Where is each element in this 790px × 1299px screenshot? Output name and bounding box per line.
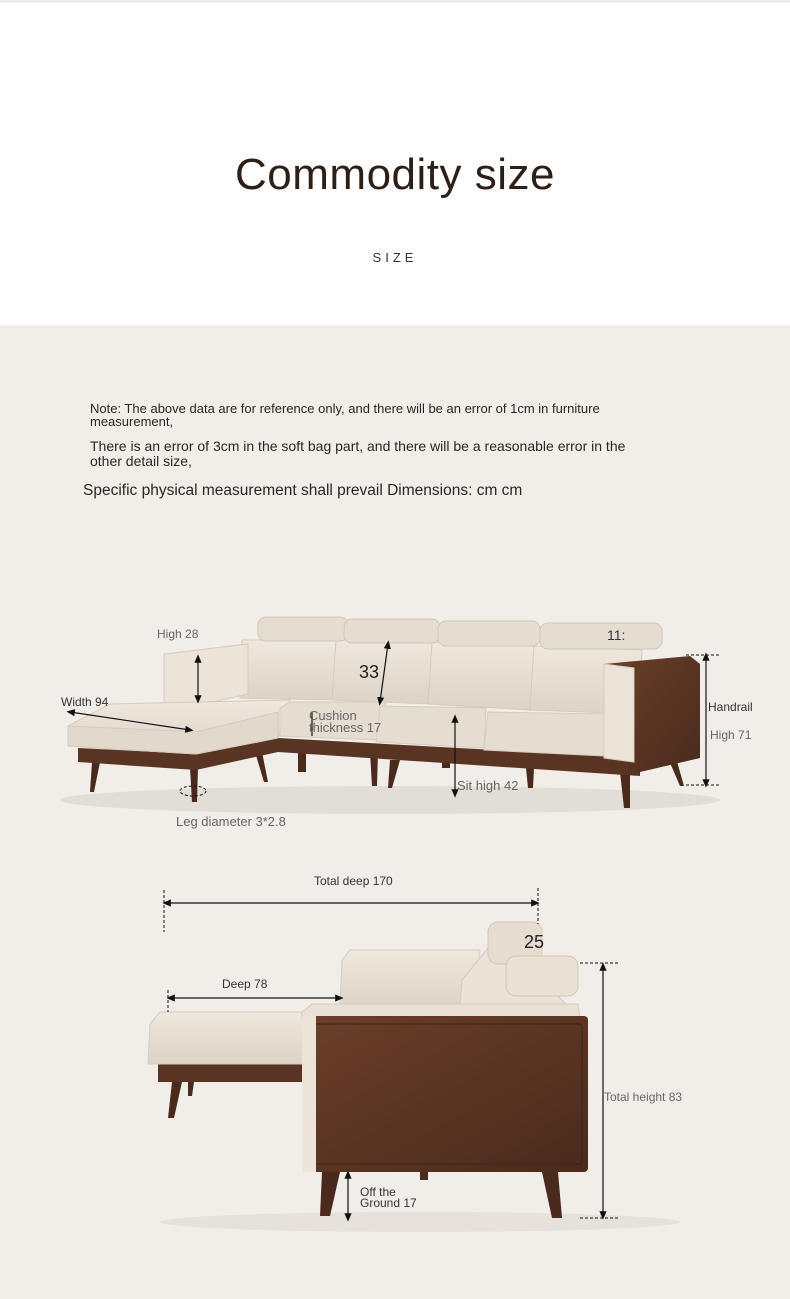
label-headrest-25: 25 bbox=[524, 932, 545, 952]
page-title: Commodity size bbox=[235, 150, 555, 199]
label-sit-high: Sit high 42 bbox=[457, 778, 519, 793]
label-off-ground: Off the Ground 17 bbox=[360, 1185, 417, 1210]
note-line-1: Note: The above data are for reference only, and there will be an error of 1cm in furniture measurement, bbox=[90, 401, 600, 429]
label-cushion-thickness: Cushion thickness 17 bbox=[309, 708, 382, 735]
page-subtitle: SIZE bbox=[372, 250, 418, 265]
label-width-94: Width 94 bbox=[61, 695, 109, 709]
label-deep-78: Deep 78 bbox=[222, 977, 268, 991]
label-high-71: High 71 bbox=[710, 728, 752, 742]
label-total-height: Total height 83 bbox=[604, 1090, 683, 1104]
label-headrest-33: 33 bbox=[359, 662, 380, 682]
note-line-3: Specific physical measurement shall prevail Dimensions: cm cm bbox=[83, 482, 523, 499]
note-line-2: There is an error of 3cm in the soft bag part, and there will be a reasonable error in the other detail size, bbox=[90, 438, 626, 469]
side-sofa bbox=[148, 888, 683, 1232]
label-handrail: Handrail bbox=[708, 700, 753, 714]
label-headrest-11: 11: bbox=[607, 627, 626, 643]
label-leg-diameter: Leg diameter 3*2.8 bbox=[176, 814, 286, 829]
label-high-28: High 28 bbox=[157, 627, 199, 641]
label-total-deep: Total deep 170 bbox=[314, 874, 393, 888]
